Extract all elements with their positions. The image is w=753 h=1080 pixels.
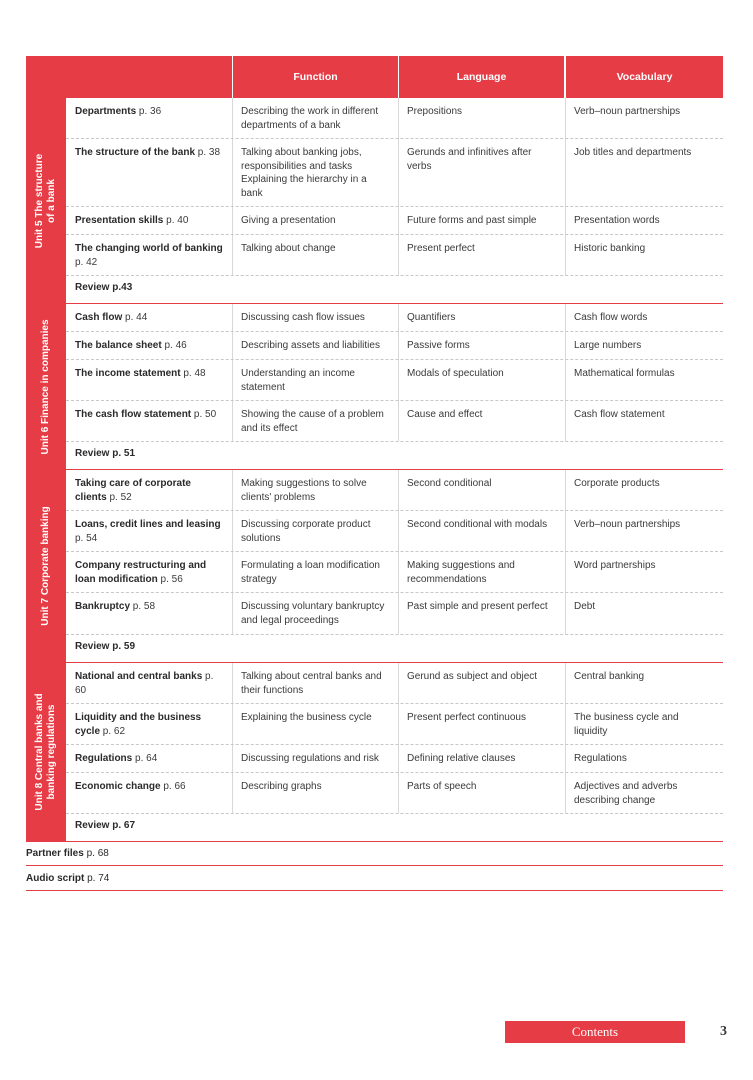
function-cell: Discussing cash flow issues	[241, 312, 365, 323]
unit-5-band	[26, 98, 66, 303]
unit-8-title: Unit 8 Central banks and banking regulations	[34, 693, 57, 811]
footer-contents-label: Contents	[571, 1024, 619, 1039]
function-cell: Understanding an income statement	[241, 368, 355, 393]
function-cell: Making suggestions to solve clients' problems	[241, 478, 367, 503]
partner-files-entry: Partner files p. 68	[26, 848, 109, 859]
language-cell: Present perfect continuous	[407, 712, 526, 723]
language-cell: Second conditional	[407, 478, 492, 489]
function-cell: Describing the work in different departments of a bank	[241, 106, 379, 131]
language-cell: Present perfect	[407, 243, 475, 254]
language-cell: Parts of speech	[407, 781, 477, 792]
function-cell: Giving a presentation	[241, 215, 336, 226]
language-cell: Gerunds and infinitives after verbs	[407, 147, 532, 172]
function-cell: Talking about central banks and their functions	[241, 671, 382, 696]
vocabulary-cell: Regulations	[574, 753, 627, 764]
header-unit-corner	[26, 56, 232, 98]
language-cell: Past simple and present perfect	[407, 601, 548, 612]
header-vocabulary: Vocabulary	[566, 56, 723, 98]
function-cell: Talking about banking jobs, responsibilities and tasks Explaining the hierarchy in a bank	[241, 147, 367, 199]
lesson-departments: Departments p. 36	[75, 106, 162, 117]
vocabulary-cell: Job titles and departments	[574, 147, 692, 158]
lesson-liquidity-business-cycle: Liquidity and the business cycle p. 62	[75, 712, 202, 737]
language-cell: Prepositions	[407, 106, 463, 117]
vocabulary-cell: Central banking	[574, 671, 645, 682]
lesson-economic-change: Economic change p. 66	[75, 781, 186, 792]
unit-8-band	[26, 663, 66, 841]
unit-6-title: Unit 6 Finance in companies	[40, 318, 51, 455]
audio-script-entry: Audio script p. 74	[26, 873, 110, 884]
vocabulary-cell: Word partnerships	[574, 560, 656, 571]
lesson-corporate-clients: Taking care of corporate clients p. 52	[75, 478, 191, 503]
vocabulary-cell: Adjectives and adverbs describing change	[574, 781, 678, 806]
vocabulary-cell: Verb–noun partnerships	[574, 106, 681, 117]
lesson-structure-of-bank: The structure of the bank p. 38	[75, 147, 221, 158]
header-language: Language	[399, 56, 564, 98]
unit-7-title: Unit 7 Corporate banking	[40, 506, 51, 626]
lesson-cash-flow: Cash flow p. 44	[75, 312, 148, 323]
lesson-cash-flow-statement: The cash flow statement p. 50	[75, 409, 217, 420]
vocabulary-cell: Large numbers	[574, 340, 642, 351]
lesson-bankruptcy: Bankruptcy p. 58	[75, 601, 156, 612]
vocabulary-cell: Corporate products	[574, 478, 660, 489]
function-cell: Formulating a loan modification strategy	[241, 560, 380, 585]
language-cell: Making suggestions and recommendations	[407, 560, 515, 585]
vocabulary-cell: Cash flow words	[574, 312, 648, 323]
vocabulary-cell: The business cycle and liquidity	[574, 712, 679, 737]
function-cell: Explaining the business cycle	[241, 712, 372, 723]
language-cell: Future forms and past simple	[407, 215, 537, 226]
function-cell: Describing graphs	[241, 781, 322, 792]
language-cell: Quantifiers	[407, 312, 456, 323]
language-cell: Cause and effect	[407, 409, 483, 420]
lesson-presentation-skills: Presentation skills p. 40	[75, 215, 189, 226]
lesson-national-central-banks: National and central banks p. 60	[75, 671, 214, 696]
review-unit-6: Review p. 51	[75, 448, 136, 459]
language-cell: Gerund as subject and object	[407, 671, 538, 682]
vocabulary-cell: Debt	[574, 601, 596, 612]
vocabulary-cell: Verb–noun partnerships	[574, 519, 681, 530]
unit-5-title: Unit 5 The structure of a bank	[34, 153, 57, 248]
page-number: 3	[720, 1024, 727, 1039]
function-cell: Describing assets and liabilities	[241, 340, 380, 351]
header-function: Function	[233, 56, 398, 98]
language-cell: Second conditional with modals	[407, 519, 548, 530]
language-cell: Defining relative clauses	[407, 753, 516, 764]
function-cell: Discussing voluntary bankruptcy and legal proceedings	[241, 601, 385, 626]
review-unit-5: Review p.43	[75, 282, 133, 293]
lesson-regulations: Regulations p. 64	[75, 753, 158, 764]
review-unit-7: Review p. 59	[75, 641, 136, 652]
function-cell: Discussing regulations and risk	[241, 753, 379, 764]
vocabulary-cell: Presentation words	[574, 215, 660, 226]
lesson-company-restructuring: Company restructuring and loan modification p. 56	[75, 560, 207, 585]
footer-contents-bar	[505, 1021, 688, 1043]
vocabulary-cell: Cash flow statement	[574, 409, 665, 420]
unit-6-band	[26, 304, 66, 469]
review-unit-8: Review p. 67	[75, 820, 136, 831]
function-cell: Showing the cause of a problem and its effect	[241, 409, 384, 434]
lesson-income-statement: The income statement p. 48	[75, 368, 206, 379]
function-cell: Discussing corporate product solutions	[241, 519, 371, 544]
vocabulary-cell: Mathematical formulas	[574, 368, 675, 379]
language-cell: Modals of speculation	[407, 368, 504, 379]
unit-7-band	[26, 470, 66, 662]
lesson-changing-world: The changing world of banking p. 42	[75, 243, 223, 268]
vocabulary-cell: Historic banking	[574, 243, 646, 254]
lesson-loans-credit-leasing: Loans, credit lines and leasing p. 54	[75, 519, 221, 544]
lesson-balance-sheet: The balance sheet p. 46	[75, 340, 187, 351]
function-cell: Talking about change	[241, 243, 336, 254]
language-cell: Passive forms	[407, 340, 470, 351]
